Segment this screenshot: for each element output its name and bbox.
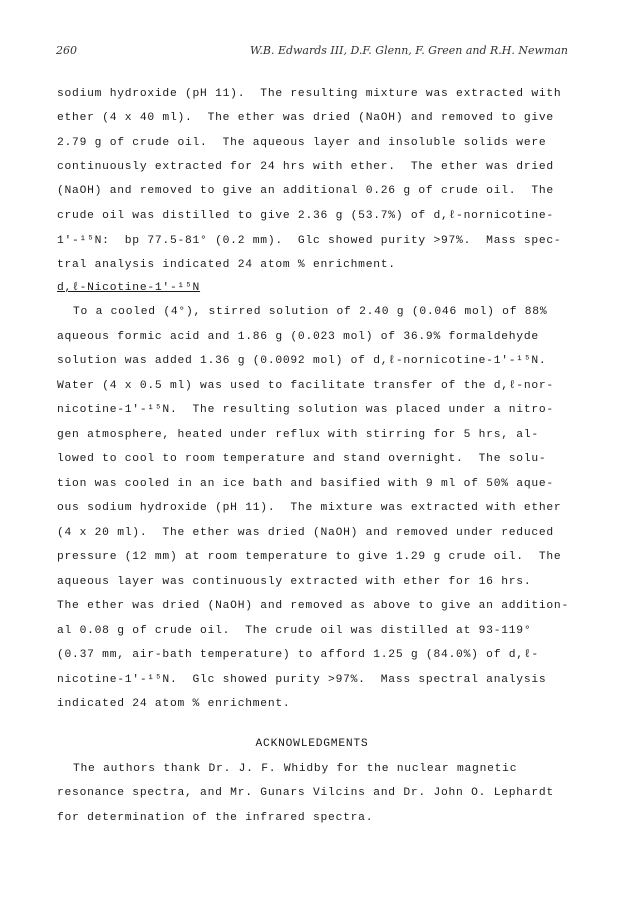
section-line: solution was added 1.36 g (0.0092 mol) of d,ℓ-nornicotine-1'-¹⁵N. [57, 355, 547, 367]
section-line: indicated 24 atom % enrichment. [57, 698, 291, 710]
section-line: aqueous formic acid and 1.86 g (0.023 mol) of 36.9% formaldehyde [57, 331, 539, 343]
section-line: al 0.08 g of crude oil. The crude oil was distilled at 93-119° [57, 625, 532, 637]
body-line: 1'-¹⁵N: bp 77.5-81° (0.2 mm). Glc showed purity >97%. Mass spec- [57, 235, 562, 247]
section-line: pressure (12 mm) at room temperature to give 1.29 g crude oil. The [57, 551, 562, 563]
section-line: (4 x 20 ml). The ether was dried (NaOH) and removed under reduced [57, 527, 554, 539]
section-heading: d,ℓ-Nicotine-1'-¹⁵N [57, 282, 201, 294]
page-number: 260 [56, 44, 77, 57]
body-line: sodium hydroxide (pH 11). The resulting mixture was extracted with [57, 88, 562, 100]
section-line: nicotine-1'-¹⁵N. Glc showed purity >97%. Mass spectral analysis [57, 674, 547, 686]
acknowledgments-line: resonance spectra, and Mr. Gunars Vilcins and Dr. John O. Lephardt [57, 787, 554, 799]
body-line: tral analysis indicated 24 atom % enrichment. [57, 259, 396, 271]
section-line: nicotine-1'-¹⁵N. The resulting solution was placed under a nitro- [57, 404, 554, 416]
body-line: crude oil was distilled to give 2.36 g (53.7%) of d,ℓ-nornicotine- [57, 210, 554, 222]
acknowledgments-line: for determination of the infrared spectra. [57, 812, 374, 824]
body-line: ether (4 x 40 ml). The ether was dried (NaOH) and removed to give [57, 112, 554, 124]
section-line: aqueous layer was continuously extracted with ether for 16 hrs. [57, 576, 532, 588]
section-line: ous sodium hydroxide (pH 11). The mixture was extracted with ether [57, 502, 562, 514]
body-line: continuously extracted for 24 hrs with ether. The ether was dried [57, 161, 554, 173]
section-line: Water (4 x 0.5 ml) was used to facilitate transfer of the d,ℓ-nor- [57, 380, 554, 392]
running-header-authors: W.B. Edwards III, D.F. Glenn, F. Green and R.H. Newman [249, 44, 568, 57]
section-line: gen atmosphere, heated under reflux with stirring for 5 hrs, al- [57, 429, 539, 441]
section-line: (0.37 mm, air-bath temperature) to afford 1.25 g (84.0%) of d,ℓ- [57, 649, 539, 661]
body-line: (NaOH) and removed to give an additional 0.26 g of crude oil. The [57, 185, 554, 197]
acknowledgments-line: The authors thank Dr. J. F. Whidby for the nuclear magnetic [73, 763, 518, 775]
body-line: 2.79 g of crude oil. The aqueous layer and insoluble solids were [57, 137, 547, 149]
section-line: The ether was dried (NaOH) and removed as above to give an addition- [57, 600, 569, 612]
running-header [56, 44, 568, 64]
section-line: tion was cooled in an ice bath and basified with 9 ml of 50% aque- [57, 478, 554, 490]
section-line: To a cooled (4°), stirred solution of 2.40 g (0.046 mol) of 88% [73, 306, 548, 318]
section-line: lowed to cool to room temperature and stand overnight. The solu- [57, 453, 547, 465]
acknowledgments-heading: ACKNOWLEDGMENTS [255, 738, 369, 750]
